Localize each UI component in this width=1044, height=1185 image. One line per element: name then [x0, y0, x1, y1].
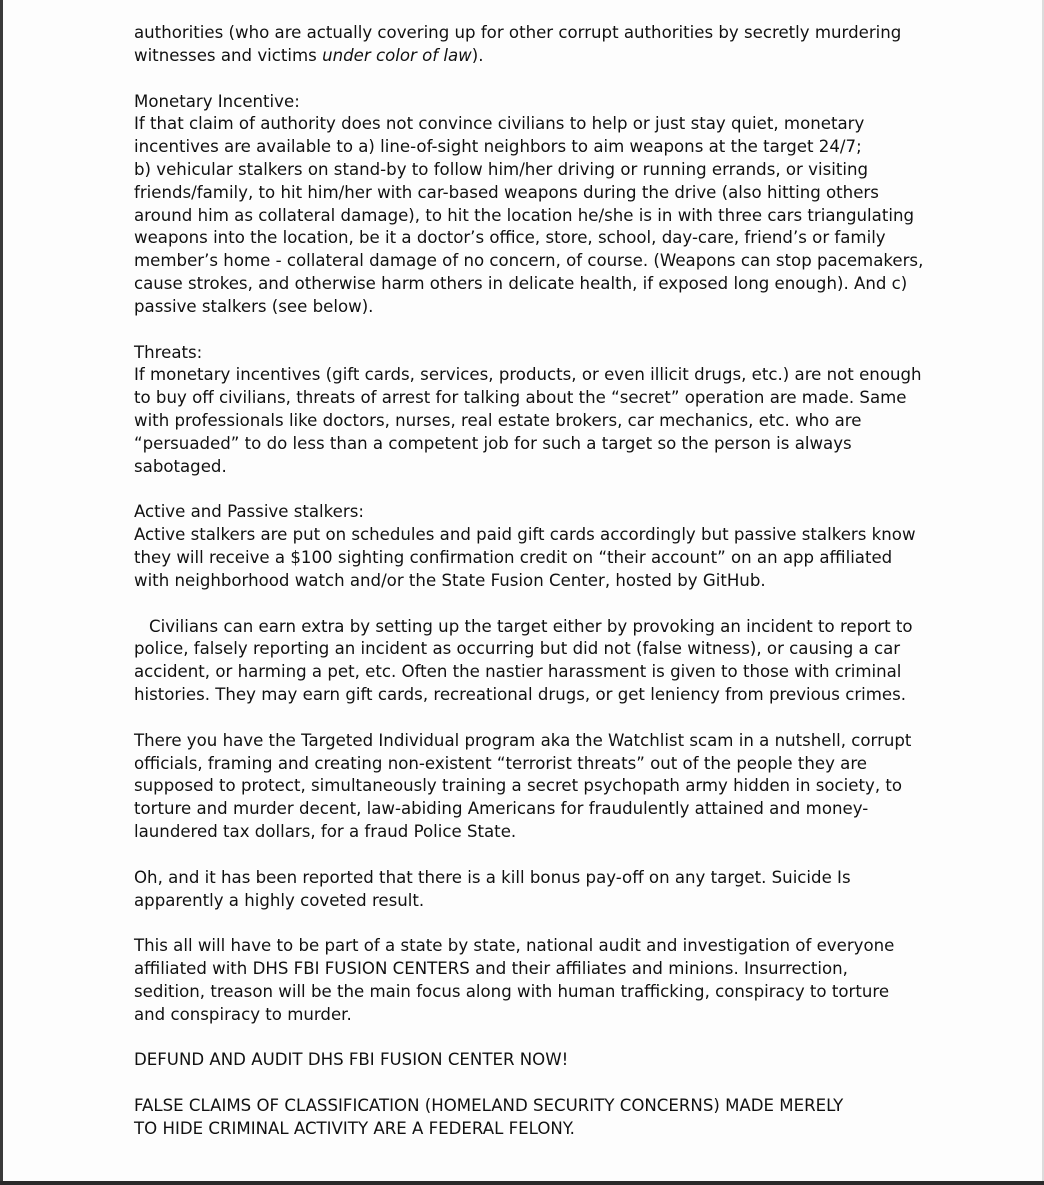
- text-line: around him as collateral damage), to hit the location he/she is in with three cars triangulating: [134, 205, 914, 225]
- page-bottom-border: [0, 1181, 1044, 1185]
- text-line: Civilians can earn extra by setting up the target either by provoking an incident to report to: [149, 616, 913, 636]
- emphasis-text: under color of law: [322, 45, 472, 65]
- text-line: cause strokes, and otherwise harm others in delicate health, if exposed long enough). And c): [134, 273, 908, 293]
- document-body: [134, 22, 949, 1164]
- text-line: with professionals like doctors, nurses, real estate brokers, car mechanics, etc. who are: [134, 410, 862, 430]
- paragraph-civilians: [134, 616, 949, 707]
- paragraph-threats: [134, 342, 949, 479]
- text-line: TO HIDE CRIMINAL ACTIVITY ARE A FEDERAL FELONY.: [134, 1119, 575, 1139]
- text-line: they will receive a $100 sighting confirmation credit on “their account” on an app affiliated: [134, 547, 893, 567]
- section-heading: Threats:: [134, 342, 203, 362]
- text-line: There you have the Targeted Individual program aka the Watchlist scam in a nutshell, corrupt: [134, 730, 912, 750]
- text-line: If that claim of authority does not convince civilians to help or just stay quiet, monetary: [134, 114, 865, 134]
- paragraph-authorities: [134, 22, 949, 68]
- text-line: friends/family, to hit him/her with car-based weapons during the drive (also hitting others: [134, 182, 879, 202]
- text-line: police, falsely reporting an incident as occurring but did not (false witness), or causing a car: [134, 639, 901, 659]
- paragraph-kill-bonus: [134, 867, 949, 913]
- paragraph-defund: [134, 1049, 949, 1072]
- text-line: If monetary incentives (gift cards, services, products, or even illicit drugs, etc.) are not enough: [134, 365, 922, 385]
- text-line: sabotaged.: [134, 456, 227, 476]
- text-line: weapons into the location, be it a doctor’s office, store, school, day-care, friend’s or family: [134, 228, 886, 248]
- text-line: with neighborhood watch and/or the State Fusion Center, hosted by GitHub.: [134, 570, 766, 590]
- text-segment: witnesses and victims: [134, 45, 323, 65]
- text-line: affiliated with DHS FBI FUSION CENTERS and their affiliates and minions. Insurrection,: [134, 959, 848, 979]
- text-line: Oh, and it has been reported that there is a kill bonus pay-off on any target. Suicide Is: [134, 867, 851, 887]
- text-line: [134, 45, 949, 68]
- text-line: apparently a highly coveted result.: [134, 890, 425, 910]
- text-line: b) vehicular stalkers on stand-by to follow him/her driving or running errands, or visiting: [134, 159, 868, 179]
- paragraph-false-claims: [134, 1095, 949, 1141]
- text-line: laundered tax dollars, for a fraud Police State.: [134, 821, 517, 841]
- text-line: to buy off civilians, threats of arrest for talking about the “secret” operation are made. Same: [134, 388, 907, 408]
- text-line: “persuaded” to do less than a competent job for such a target so the person is always: [134, 433, 852, 453]
- text-line: histories. They may earn gift cards, recreational drugs, or get leniency from previous crimes.: [134, 684, 907, 704]
- text-line: accident, or harming a pet, etc. Often the nastier harassment is given to those with criminal: [134, 662, 902, 682]
- paragraph-active-passive-stalkers: [134, 501, 949, 592]
- text-line: officials, framing and creating non-existent “terrorist threats” out of the people they are: [134, 753, 868, 773]
- text-line: authorities (who are actually covering up for other corrupt authorities by secretly murdering: [134, 23, 902, 42]
- section-heading: Active and Passive stalkers:: [134, 502, 364, 522]
- text-segment: ).: [471, 45, 484, 65]
- text-line: member’s home - collateral damage of no concern, of course. (Weapons can stop pacemakers,: [134, 251, 924, 271]
- paragraph-audit: [134, 935, 949, 1026]
- page-left-border: [0, 0, 3, 1185]
- section-heading: Monetary Incentive:: [134, 91, 300, 111]
- text-line: incentives are available to a) line-of-sight neighbors to aim weapons at the target 24/7;: [134, 137, 862, 157]
- text-line: Active stalkers are put on schedules and paid gift cards accordingly but passive stalkers know: [134, 525, 916, 545]
- text-line: This all will have to be part of a state by state, national audit and investigation of everyone: [134, 936, 895, 956]
- text-line: FALSE CLAIMS OF CLASSIFICATION (HOMELAND SECURITY CONCERNS) MADE MERELY: [134, 1096, 844, 1116]
- text-line: torture and murder decent, law-abiding Americans for fraudulently attained and money-: [134, 799, 869, 819]
- text-line: supposed to protect, simultaneously training a secret psychopath army hidden in society, to: [134, 776, 903, 796]
- text-line: DEFUND AND AUDIT DHS FBI FUSION CENTER NOW!: [134, 1050, 569, 1070]
- paragraph-summary: [134, 730, 949, 844]
- text-line: sedition, treason will be the main focus along with human trafficking, conspiracy to torture: [134, 981, 890, 1001]
- paragraph-monetary-incentive: [134, 91, 949, 319]
- text-line: passive stalkers (see below).: [134, 296, 374, 316]
- text-line: and conspiracy to murder.: [134, 1004, 352, 1024]
